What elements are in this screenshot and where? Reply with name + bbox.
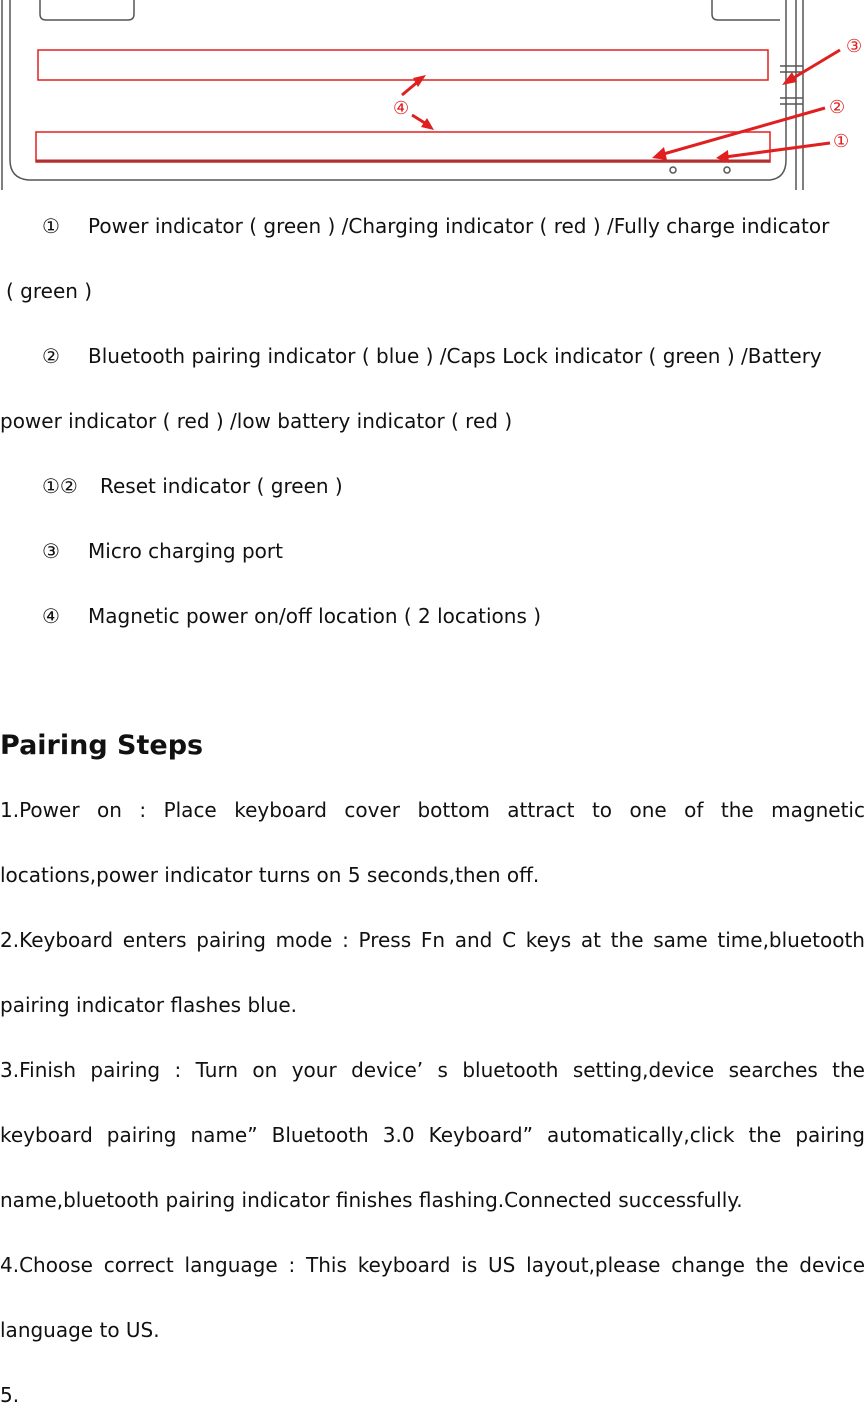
callout-1: ① xyxy=(833,131,850,152)
legend-number: ①② xyxy=(42,474,78,498)
legend-number: ③ xyxy=(42,539,60,563)
indicator-hole-2 xyxy=(724,167,730,173)
legend-text: Power indicator ( green ) /Charging indicator ( red ) /Fully charge indicator xyxy=(88,214,830,238)
step-3-line-3: name,bluetooth pairing indicator finishes flashing.Connected successfully. xyxy=(0,1188,743,1212)
legend-item-3 xyxy=(0,472,865,500)
step-2-line-2: pairing indicator flashes blue. xyxy=(0,993,298,1017)
legend-text: Reset indicator ( green ) xyxy=(100,474,343,498)
magnetic-location-box-top xyxy=(38,50,768,80)
step-1-line-1: 1.Power on : Place keyboard cover bottom attract to one of the magnetic xyxy=(0,798,865,822)
legend-item-4 xyxy=(0,537,865,565)
keyboard-diagram xyxy=(0,0,865,195)
indicator-hole-1 xyxy=(670,167,676,173)
legend-text: Bluetooth pairing indicator ( blue ) /Caps Lock indicator ( green ) /Battery xyxy=(88,344,822,368)
step-3-line-2: keyboard pairing name” Bluetooth 3.0 Keyboard” automatically,click the pairing xyxy=(0,1123,865,1147)
legend-text: Micro charging port xyxy=(88,539,283,563)
legend-item-2-continued: power indicator ( red ) /low battery indicator ( red ) xyxy=(0,409,513,433)
callout-3: ③ xyxy=(846,36,863,57)
legend-number: ② xyxy=(42,344,60,368)
step-3-line-1: 3.Finish pairing : Turn on your device’ s bluetooth setting,device searches the xyxy=(0,1058,865,1082)
step-4-line-2: language to US. xyxy=(0,1318,160,1342)
section-title: Pairing Steps xyxy=(0,730,204,761)
step-1-line-2: locations,power indicator turns on 5 seconds,then off. xyxy=(0,863,540,887)
legend-number: ① xyxy=(42,214,60,238)
callout-4: ④ xyxy=(393,98,410,119)
legend-item-1 xyxy=(0,212,865,240)
step-4-line-1: 4.Choose correct language : This keyboard is US layout,please change the device xyxy=(0,1253,865,1277)
legend-item-1-continued: ( green ) xyxy=(6,279,93,303)
callout-arrows xyxy=(402,50,840,163)
step-2-line-1: 2.Keyboard enters pairing mode : Press Fn and C keys at the same time,bluetooth xyxy=(0,928,865,952)
legend-number: ④ xyxy=(42,604,60,628)
step-5-line-1: 5. xyxy=(0,1383,20,1407)
legend-item-2 xyxy=(0,342,865,370)
legend-item-5 xyxy=(0,602,865,630)
callout-2: ② xyxy=(829,97,846,118)
legend-text: Magnetic power on/off location ( 2 locations ) xyxy=(88,604,542,628)
